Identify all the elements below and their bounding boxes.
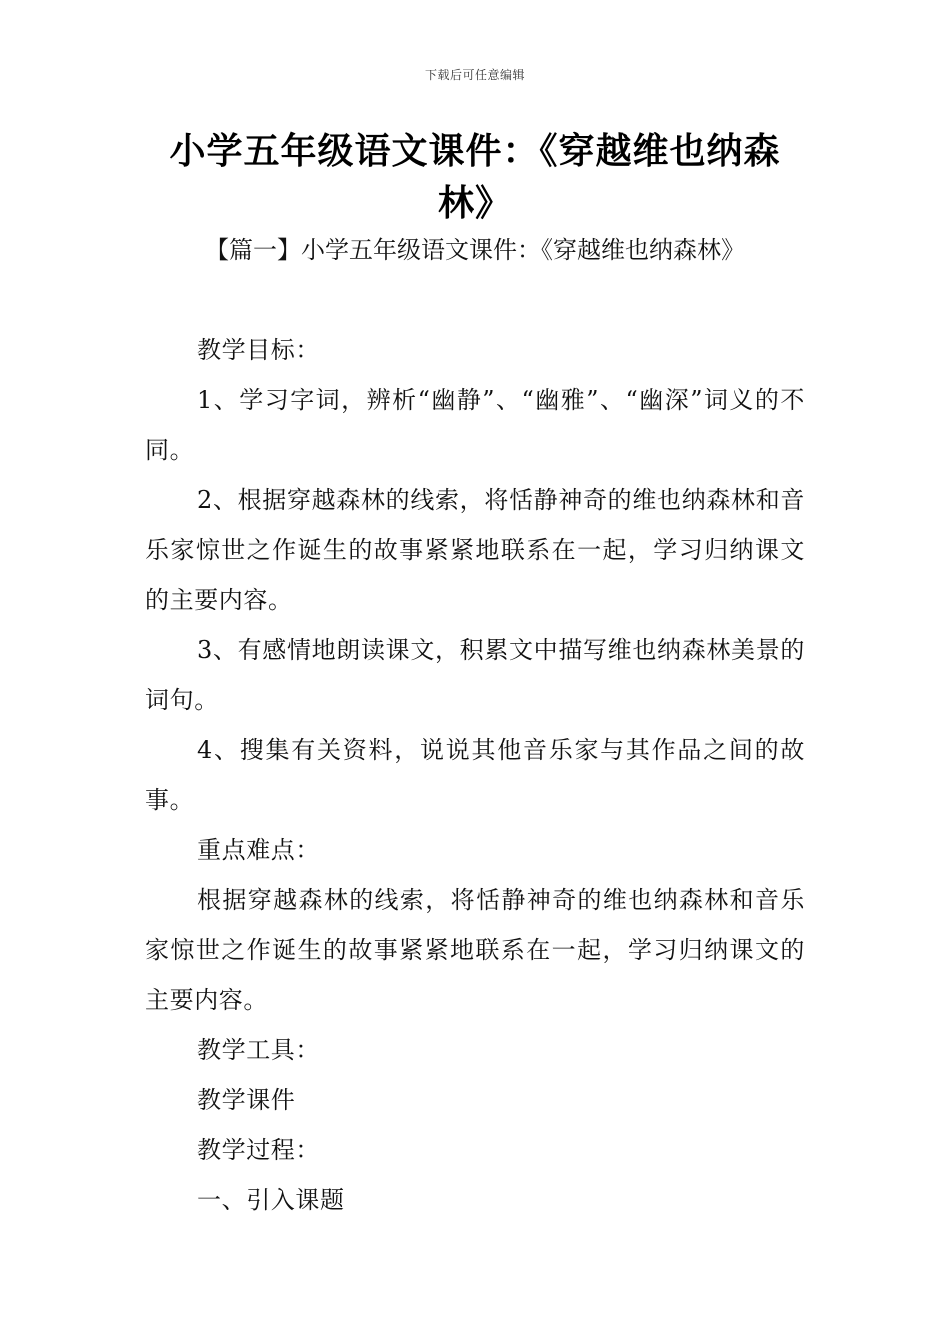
heading-teaching-tools: 教学工具： <box>197 1036 320 1064</box>
goal-item-1: 1、学习字词，辨析“幽静”、“幽雅”、“幽深”词义的不同。 <box>145 386 805 464</box>
goal-item-3: 3、有感情地朗读课文，积累文中描写维也纳森林美景的词句。 <box>145 636 805 714</box>
header-note: 下载后可任意编辑 <box>424 68 525 82</box>
key-difficulties-text: 根据穿越森林的线索，将恬静神奇的维也纳森林和音乐家惊世之作诞生的故事紧紧地联系在一起，学习归纳课文的主要内容。 <box>145 886 805 1014</box>
teaching-tools-text: 教学课件 <box>197 1086 296 1114</box>
document-title: 小学五年级语文课件：《穿越维也纳森林》 <box>169 131 781 224</box>
process-step-1: 一、引入课题 <box>197 1186 345 1214</box>
heading-teaching-goals: 教学目标： <box>197 336 320 364</box>
goal-item-4: 4、搜集有关资料，说说其他音乐家与其作品之间的故事。 <box>145 736 805 814</box>
document-body <box>145 325 805 1225</box>
heading-key-difficulties: 重点难点： <box>197 836 320 864</box>
heading-teaching-process: 教学过程： <box>197 1136 320 1164</box>
section-subtitle: 【篇一】小学五年级语文课件：《穿越维也纳森林》 <box>205 236 745 264</box>
goal-item-2: 2、根据穿越森林的线索，将恬静神奇的维也纳森林和音乐家惊世之作诞生的故事紧紧地联系在一起，学习归纳课文的主要内容。 <box>145 486 805 614</box>
